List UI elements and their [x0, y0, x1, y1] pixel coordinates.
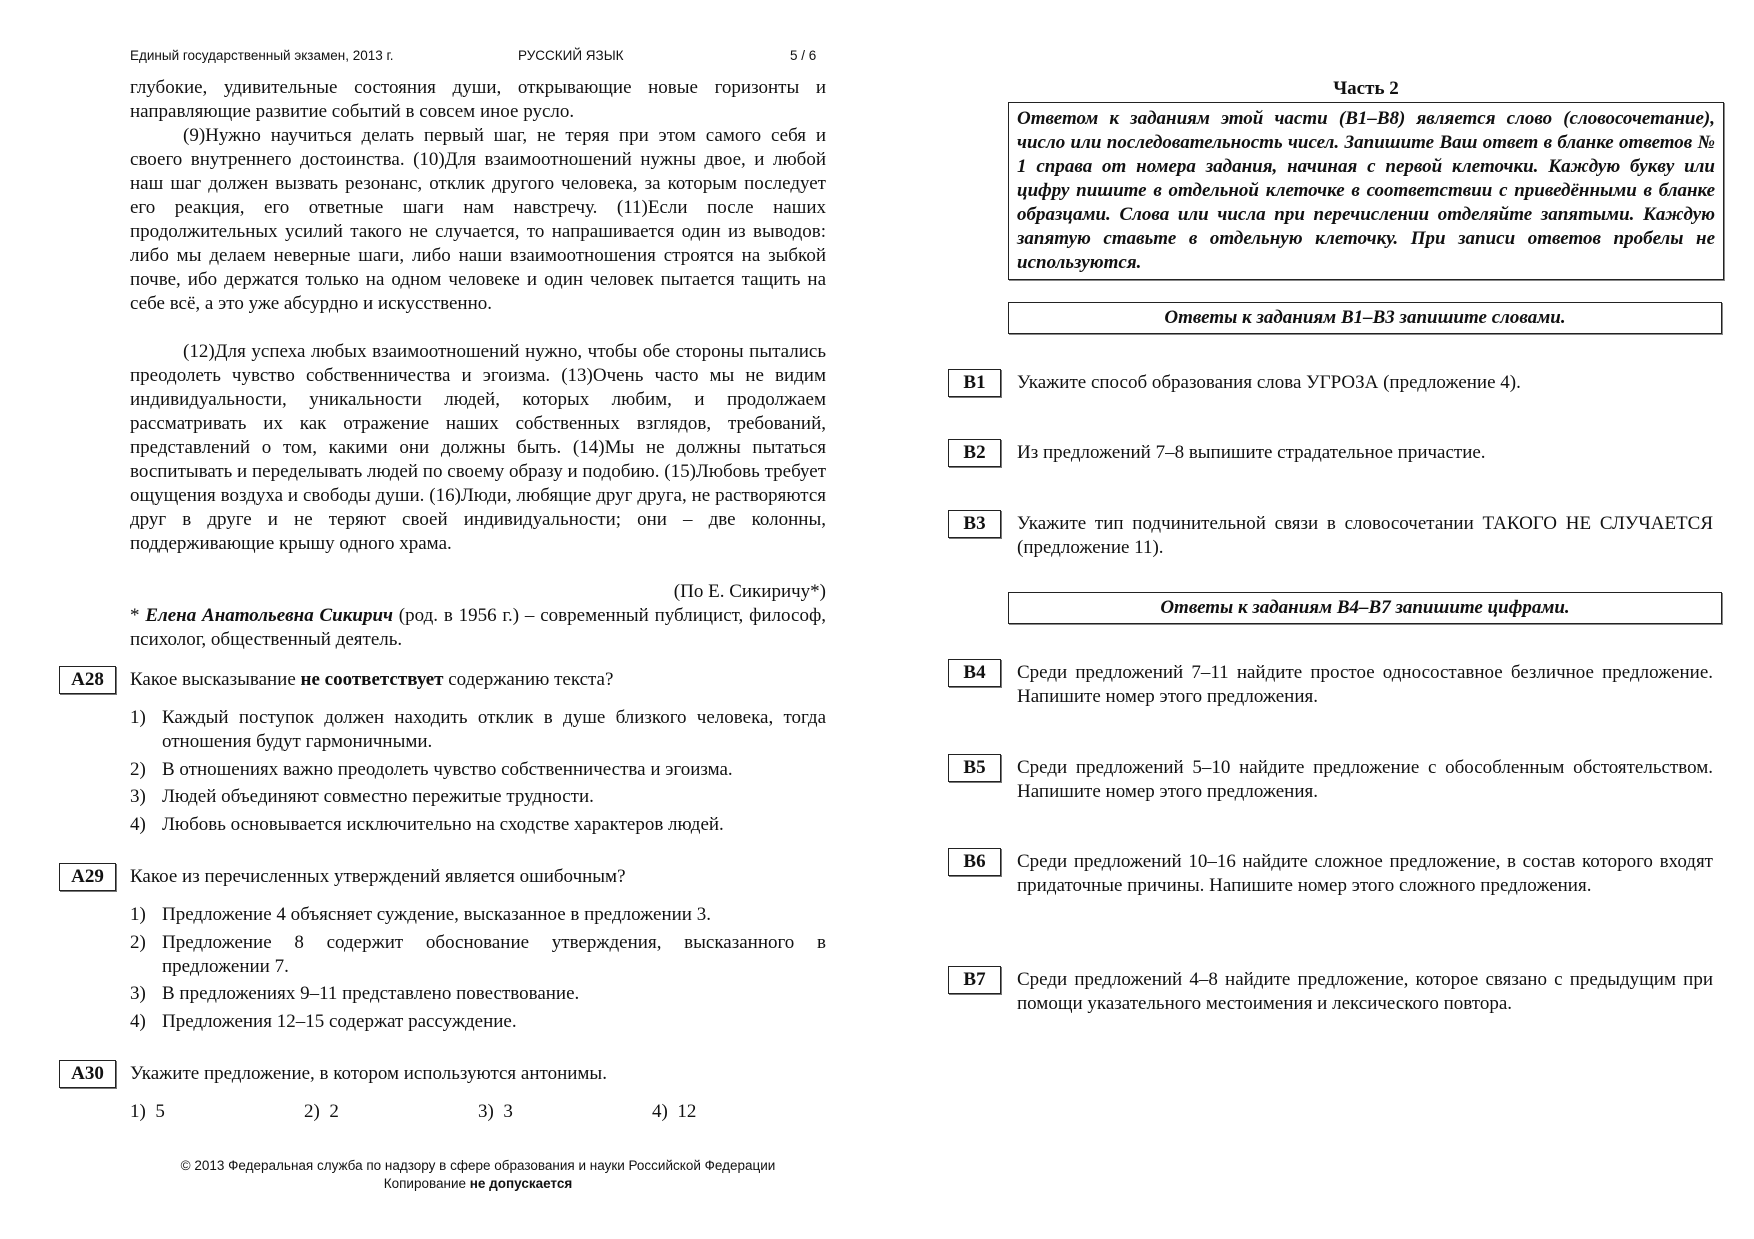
- option-number: 3): [130, 786, 146, 807]
- footnote-author: Елена Анатольевна Сикирич: [145, 605, 393, 626]
- a28-question: [130, 668, 613, 692]
- option-text: Предложения 12–15 содержат рассуждение.: [162, 1011, 517, 1032]
- footer-copy-bold: не допускается: [469, 1176, 573, 1191]
- a30-option-1[interactable]: [130, 1100, 165, 1124]
- footer-copy-notice: [130, 1176, 826, 1191]
- header-exam-title: Единый государственный экзамен, 2013 г.: [130, 48, 394, 63]
- a29-option-4[interactable]: [130, 1010, 826, 1034]
- text-paragraph-2: (9)Нужно научиться делать первый шаг, не теряя при этом самого себя и своего внутреннего достоинства. (10)Для взаимоотношений нужны двое, и любой наш шаг должен вызвать резонанс, отклик другого человека, за которым последует его реакция, его ответные шаги нам навстречу. (11)Если после наших продолжительных усилий такого не случается, то напрашивается один из выводов: либо мы делаем неверные шаги, либо наши взаимоотношения строятся на зыбкой почве, ибо держатся только на одном человеке и один человек пытается тащить на себе всё, а это уже абсурдно и искусственно.: [130, 125, 826, 314]
- text-paragraph-1: глубокие, удивительные состояния души, открывающие новые горизонты и направляющие развитие событий в совсем иное русло.: [130, 77, 826, 122]
- a28-option-3[interactable]: [130, 785, 826, 809]
- task-label-a28: A28: [59, 666, 116, 694]
- task-b5-text: Среди предложений 5–10 найдите предложение с обособленным обстоятельством. Напишите номер этого предложения.: [1017, 757, 1713, 802]
- task-b6-text: Среди предложений 10–16 найдите сложное предложение, в состав которого входят придаточные причины. Напишите номер этого сложного предложения.: [1017, 851, 1713, 896]
- option-text: 12: [677, 1101, 697, 1122]
- part2-title: Часть 2: [1333, 78, 1399, 99]
- task-label-b6: B6: [948, 848, 1001, 876]
- option-text: В предложениях 9–11 представлено повествование.: [162, 983, 580, 1004]
- footnote-star: *: [130, 605, 146, 626]
- a30-option-4[interactable]: [652, 1100, 696, 1124]
- task-b2-text: Из предложений 7–8 выпишите страдательное причастие.: [1017, 442, 1486, 463]
- a28-question-pre: Какое высказывание: [130, 669, 301, 690]
- task-b3-text: Укажите тип подчинительной связи в словосочетании ТАКОГО НЕ СЛУЧАЕТСЯ (предложение 11).: [1017, 513, 1713, 558]
- note-words: Ответы к заданиям В1–В3 запишите словами.: [1008, 302, 1722, 334]
- option-text: Каждый поступок должен находить отклик в душе близкого человека, тогда отношения будут гармоничными.: [162, 707, 826, 752]
- a30-option-3[interactable]: [478, 1100, 513, 1124]
- option-number: 4): [130, 1011, 146, 1032]
- task-label-a29: A29: [59, 863, 116, 891]
- a28-option-2[interactable]: [130, 758, 826, 782]
- task-b1-text: Укажите способ образования слова УГРОЗА (предложение 4).: [1017, 372, 1521, 393]
- task-label-b5: B5: [948, 754, 1001, 782]
- task-label-b7: B7: [948, 966, 1001, 994]
- option-text: Предложение 8 содержит обоснование утверждения, высказанного в предложении 7.: [162, 932, 826, 977]
- footer-copyright: © 2013 Федеральная служба по надзору в сфере образования и науки Российской Федерации: [180, 1158, 776, 1173]
- a28-option-4[interactable]: [130, 813, 826, 837]
- option-number: 3): [478, 1101, 494, 1122]
- footer-copy-pre: Копирование: [383, 1176, 470, 1191]
- option-text: Любовь основывается исключительно на сходстве характеров людей.: [162, 814, 724, 835]
- part2-instructions: Ответом к заданиям этой части (В1–В8) является слово (словосочетание), число или последовательность чисел. Запишите Ваш ответ в бланке ответов № 1 справа от номера задания, начиная с первой клеточки. Каждую букву или цифру пишите в отдельной клеточке в соответствии с приведёнными в бланке образцами. Слова или числа при перечислении отделяйте запятыми. Каждую запятую ставьте в отдельную клеточку. При записи ответов пробелы не используются.: [1008, 102, 1724, 280]
- note-digits: Ответы к заданиям В4–В7 запишите цифрами.: [1008, 592, 1722, 624]
- task-label-a30: A30: [59, 1060, 116, 1088]
- task-b7-text: Среди предложений 4–8 найдите предложение, которое связано с предыдущим при помощи указательного местоимения и лексического повтора.: [1017, 969, 1713, 1014]
- task-label-b1: B1: [948, 369, 1001, 397]
- a29-question: Какое из перечисленных утверждений является ошибочным?: [130, 866, 626, 887]
- option-text: 3: [503, 1101, 513, 1122]
- a29-option-3[interactable]: [130, 982, 826, 1006]
- a29-option-2[interactable]: [130, 931, 826, 979]
- option-number: 2): [130, 759, 146, 780]
- option-number: 1): [130, 707, 146, 728]
- option-text: В отношениях важно преодолеть чувство собственничества и эгоизма.: [162, 759, 733, 780]
- text-paragraph-3: (12)Для успеха любых взаимоотношений нужно, чтобы обе стороны пытались преодолеть чувство собственничества и эгоизма. (13)Очень часто мы не видим индивидуальности, уникальности людей, которых любим, и продолжаем рассматривать их как отражение наших собственных взглядов, требований, представлений о том, какими они должны быть. (14)Мы не должны пытаться воспитывать и переделывать людей по своему образу и подобию. (15)Любовь требует ощущения воздуха и свободы души. (16)Люди, любящие друг друга, не растворяются друг в друге и не теряют своей индивидуальности; они – две колонны, поддерживающие крышу одного храма.: [130, 341, 826, 554]
- option-number: 1): [130, 1101, 146, 1122]
- text-attribution: (По Е. Сикиричу*): [673, 581, 826, 602]
- option-number: 4): [130, 814, 146, 835]
- footnote-text: (род. в 1956 г.) – современный публицист, философ, психолог, общественный деятель.: [130, 605, 827, 650]
- task-label-b3: B3: [948, 510, 1001, 538]
- option-text: Предложение 4 объясняет суждение, высказанное в предложении 3.: [162, 904, 711, 925]
- a29-option-1[interactable]: [130, 903, 826, 927]
- option-text: Людей объединяют совместно пережитые трудности.: [162, 786, 594, 807]
- option-number: 2): [130, 932, 146, 953]
- option-text: 5: [155, 1101, 165, 1122]
- task-b4-text: Среди предложений 7–11 найдите простое односоставное безличное предложение. Напишите номер этого предложения.: [1017, 662, 1713, 707]
- a28-option-1[interactable]: [130, 706, 826, 754]
- footnote: [130, 604, 826, 652]
- header-page-number: 5 / 6: [790, 48, 817, 63]
- header-subject: РУССКИЙ ЯЗЫК: [518, 48, 624, 63]
- option-number: 3): [130, 983, 146, 1004]
- task-label-b2: B2: [948, 439, 1001, 467]
- option-number: 1): [130, 904, 146, 925]
- a30-option-2[interactable]: [304, 1100, 339, 1124]
- a28-question-bold: не соответствует: [300, 669, 444, 690]
- a28-question-post: содержанию текста?: [443, 669, 614, 690]
- option-text: 2: [329, 1101, 339, 1122]
- a30-question: Укажите предложение, в котором используются антонимы.: [130, 1063, 607, 1084]
- option-number: 2): [304, 1101, 320, 1122]
- option-number: 4): [652, 1101, 668, 1122]
- task-label-b4: B4: [948, 659, 1001, 687]
